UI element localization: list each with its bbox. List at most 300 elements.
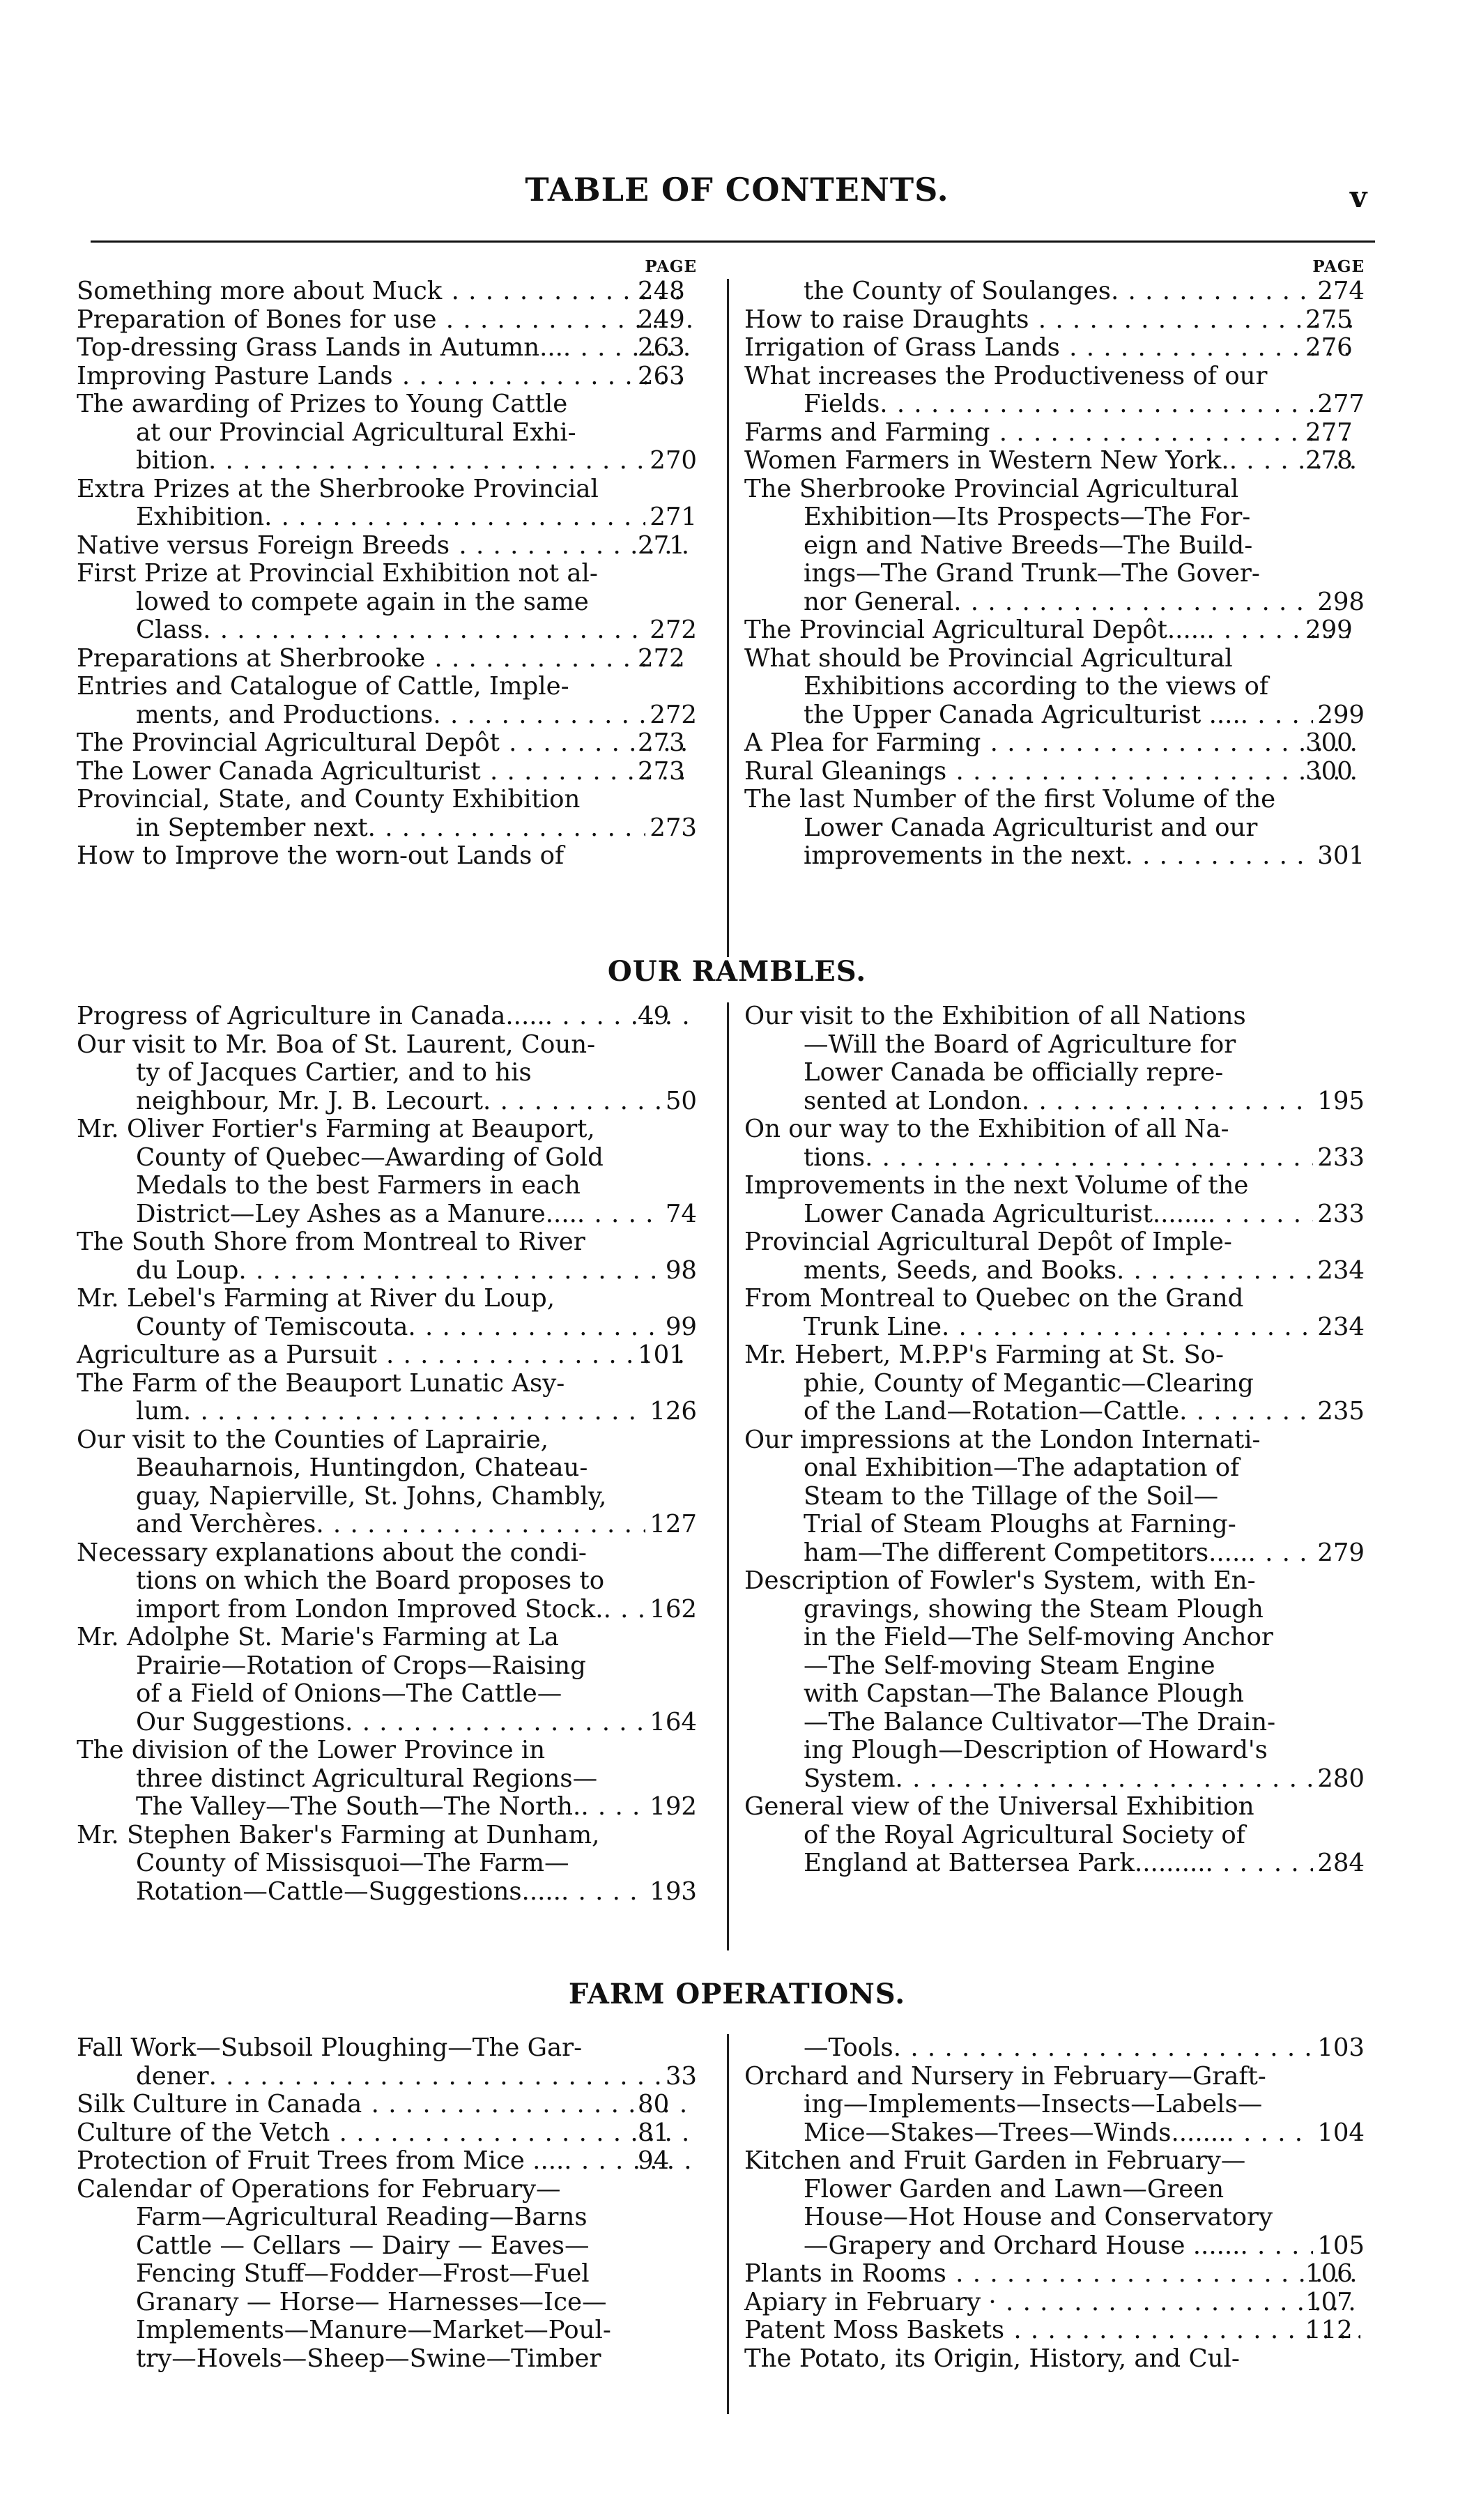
toc-page-number: 275 bbox=[1305, 305, 1353, 334]
toc-entry-text: phie, County of Megantic—Clearing bbox=[804, 1368, 1254, 1398]
toc-entry-text: tions bbox=[804, 1143, 866, 1172]
toc-entry-line bbox=[744, 277, 1365, 306]
leader-dots bbox=[1241, 701, 1314, 730]
toc-entry-text: System bbox=[804, 1764, 896, 1793]
toc-entry-line bbox=[77, 729, 697, 758]
toc-page-number: 284 bbox=[1317, 1849, 1365, 1877]
toc-entry-line bbox=[77, 1793, 697, 1822]
toc-entry bbox=[77, 758, 697, 786]
toc-page-number: 235 bbox=[1317, 1397, 1365, 1426]
leader-dots bbox=[433, 701, 645, 730]
toc-page-number: 50 bbox=[665, 1086, 697, 1115]
toc-page-number: 105 bbox=[1317, 2231, 1365, 2260]
toc-entry-text: Provincial, State, and County Exhibition bbox=[77, 785, 581, 814]
toc-entry-text: Orchard and Nursery in February—Graft- bbox=[744, 2061, 1266, 2091]
toc-entry bbox=[77, 1341, 697, 1370]
toc-entry bbox=[744, 306, 1365, 335]
column-divider bbox=[727, 1002, 729, 1950]
toc-entry-line bbox=[744, 2119, 1365, 2148]
toc-entry-text: Our visit to the Counties of Laprairie, bbox=[77, 1425, 548, 1454]
toc-list bbox=[744, 1002, 1365, 1878]
toc-entry-text: The awarding of Prizes to Young Cattle bbox=[77, 390, 568, 418]
toc-entry-line bbox=[744, 588, 1365, 617]
toc-entry-line bbox=[744, 1454, 1365, 1483]
leader-dots bbox=[1226, 2119, 1313, 2148]
leader-dots bbox=[203, 616, 645, 645]
toc-entry-text: Improving Pasture Lands bbox=[77, 361, 393, 390]
toc-entry bbox=[744, 2034, 1365, 2063]
toc-entry-line bbox=[77, 842, 697, 871]
toc-entry-line bbox=[744, 1539, 1365, 1568]
toc-entry-line bbox=[77, 2176, 697, 2204]
toc-entry-text: ing Plough—Description of Howard's bbox=[804, 1736, 1268, 1764]
leader-dots bbox=[1179, 1398, 1313, 1426]
toc-entry bbox=[77, 1285, 697, 1341]
toc-entry-line bbox=[77, 673, 697, 701]
toc-entry-text: Preparations at Sherbrooke bbox=[77, 643, 426, 673]
leader-dots bbox=[577, 1200, 661, 1229]
farm-section bbox=[77, 2034, 1380, 2424]
toc-entry bbox=[77, 532, 697, 560]
leader-dots bbox=[1116, 1257, 1313, 1285]
toc-entry bbox=[744, 729, 1365, 758]
header-rule bbox=[91, 240, 1375, 243]
toc-page-number: 271 bbox=[638, 530, 685, 560]
toc-entry bbox=[744, 2147, 1365, 2260]
toc-entry-line bbox=[77, 560, 697, 588]
toc-entry-text: Cattle — Cellars — Dairy — Eaves— bbox=[136, 2231, 590, 2260]
toc-page-number: 101 bbox=[638, 1341, 685, 1369]
toc-entry-line bbox=[77, 1483, 697, 1511]
toc-entry-text: Rotation—Cattle—Suggestions..... bbox=[136, 1877, 561, 1906]
toc-entry-line bbox=[744, 1313, 1365, 1342]
toc-entry-text: Our visit to Mr. Boa of St. Laurent, Coun- bbox=[77, 1030, 596, 1059]
toc-entry-line bbox=[77, 1426, 697, 1455]
toc-entry-line bbox=[77, 1709, 697, 1737]
toc-entry-line bbox=[77, 1765, 697, 1794]
toc-entry-text: sented at London bbox=[804, 1086, 1022, 1115]
section-heading-rambles: OUR RAMBLES. bbox=[607, 955, 867, 988]
toc-page-number: 301 bbox=[1317, 841, 1365, 870]
toc-entry-line bbox=[77, 1087, 697, 1116]
toc-entry bbox=[77, 645, 697, 673]
toc-entry-line bbox=[77, 758, 697, 786]
toc-entry-line bbox=[77, 2034, 697, 2063]
toc-entry bbox=[77, 1228, 697, 1285]
toc-entry-text: the Upper Canada Agriculturist .... bbox=[804, 700, 1241, 729]
toc-entry-line bbox=[744, 2345, 1365, 2374]
toc-list bbox=[744, 277, 1365, 871]
toc-entry-line bbox=[744, 2260, 1365, 2289]
leader-dots bbox=[183, 1398, 645, 1426]
toc-entry-text: bition bbox=[136, 446, 208, 475]
toc-entry-text: Prairie—Rotation of Crops—Raising bbox=[136, 1651, 586, 1680]
toc-page-number: 33 bbox=[665, 2061, 697, 2091]
toc-entry bbox=[744, 1793, 1365, 1878]
toc-entry bbox=[77, 560, 697, 645]
leader-dots bbox=[316, 1511, 645, 1539]
toc-entry-text: Native versus Foreign Breeds bbox=[77, 530, 450, 560]
toc-page-number: 233 bbox=[1317, 1143, 1365, 1172]
toc-entry bbox=[744, 616, 1365, 645]
toc-entry-line bbox=[744, 1822, 1365, 1850]
toc-entry-line bbox=[744, 2232, 1365, 2261]
leader-dots bbox=[368, 814, 646, 843]
toc-entry bbox=[744, 645, 1365, 730]
toc-entry-text: Apiary in February · bbox=[744, 2287, 997, 2316]
toc-entry-text: neighbour, Mr. J. B. Lecourt bbox=[136, 1086, 484, 1115]
toc-entry-line bbox=[744, 334, 1365, 362]
leader-dots bbox=[946, 2260, 1360, 2289]
toc-entry-line bbox=[77, 334, 697, 362]
leader-dots bbox=[880, 390, 1313, 419]
toc-entry-text: of the Land—Rotation—Cattle bbox=[804, 1397, 1180, 1426]
toc-entry-line bbox=[744, 1144, 1365, 1173]
leader-dots bbox=[953, 588, 1313, 617]
toc-page-number: 164 bbox=[650, 1707, 697, 1736]
toc-entry bbox=[744, 786, 1365, 871]
rambles-left-column bbox=[77, 1002, 697, 1906]
toc-entry-text: Something more about Muck bbox=[77, 277, 443, 305]
toc-entry-text: Necessary explanations about the condi- bbox=[77, 1538, 587, 1567]
toc-entry bbox=[77, 2176, 697, 2374]
toc-entry-line bbox=[77, 1567, 697, 1596]
toc-entry bbox=[77, 2034, 697, 2091]
toc-entry-text: lum bbox=[136, 1397, 183, 1426]
toc-entry-text: ing—Implements—Insects—Labels— bbox=[804, 2090, 1263, 2118]
toc-entry-text: Culture of the Vetch bbox=[77, 2118, 330, 2147]
rambles-right-column bbox=[744, 1002, 1365, 1878]
toc-entry bbox=[744, 1228, 1365, 1285]
toc-entry bbox=[77, 390, 697, 475]
toc-entry-line bbox=[744, 2289, 1365, 2317]
toc-entry-text: Entries and Catalogue of Cattle, Imple- bbox=[77, 672, 569, 701]
toc-entry-line bbox=[744, 1257, 1365, 1285]
toc-entry-text: —Tools bbox=[804, 2033, 893, 2062]
toc-entry-line bbox=[77, 277, 697, 306]
toc-entry-line bbox=[744, 1285, 1365, 1313]
toc-entry-text: Rural Gleanings bbox=[744, 756, 947, 786]
toc-page-number: 192 bbox=[650, 1792, 697, 1821]
toc-entry-text: Flower Garden and Lawn—Green bbox=[804, 2174, 1225, 2204]
toc-entry-line bbox=[744, 1793, 1365, 1822]
toc-entry bbox=[744, 1426, 1365, 1568]
toc-page-number: 271 bbox=[650, 503, 697, 531]
leader-dots bbox=[561, 1878, 645, 1907]
toc-entry bbox=[77, 673, 697, 729]
toc-entry bbox=[77, 334, 697, 362]
toc-entry-line bbox=[744, 560, 1365, 588]
toc-entry bbox=[744, 2345, 1365, 2374]
toc-entry-line bbox=[744, 1059, 1365, 1087]
toc-entry-line bbox=[77, 503, 697, 532]
toc-entry-line bbox=[77, 2204, 697, 2232]
toc-entry-text: Plants in Rooms bbox=[744, 2259, 946, 2288]
farm-right-column bbox=[744, 2034, 1365, 2373]
toc-entry-line bbox=[744, 1172, 1365, 1200]
toc-entry-text: Our visit to the Exhibition of all Nations bbox=[744, 1002, 1246, 1030]
toc-entry-line bbox=[77, 1370, 697, 1398]
toc-entry-text: What increases the Productiveness of our bbox=[744, 361, 1268, 390]
toc-entry bbox=[744, 277, 1365, 306]
toc-entry bbox=[77, 842, 697, 871]
toc-entry-line bbox=[744, 1511, 1365, 1539]
toc-entry-line bbox=[744, 645, 1365, 673]
toc-entry-line bbox=[744, 673, 1365, 701]
toc-page-number: 126 bbox=[650, 1397, 697, 1426]
toc-entry-text: Trunk Line bbox=[804, 1312, 942, 1341]
toc-entry-text: How to raise Draughts bbox=[744, 305, 1029, 334]
toc-entry bbox=[77, 1624, 697, 1736]
toc-entry-text: The Lower Canada Agriculturist bbox=[77, 756, 481, 786]
toc-entry bbox=[744, 475, 1365, 617]
toc-entry-text: England at Battersea Park......... bbox=[804, 1849, 1206, 1877]
toc-entry-line bbox=[77, 645, 697, 673]
toc-entry bbox=[77, 475, 697, 532]
toc-entry-line bbox=[744, 1228, 1365, 1257]
toc-entry-line bbox=[77, 1313, 697, 1342]
toc-entry-line bbox=[744, 1680, 1365, 1709]
toc-entry-line bbox=[744, 1849, 1365, 1878]
toc-entry bbox=[77, 1370, 697, 1426]
toc-entry-line bbox=[744, 447, 1365, 475]
toc-entry-text: Our impressions at the London Internati- bbox=[744, 1425, 1261, 1454]
toc-entry-text: District—Ley Ashes as a Manure.... bbox=[136, 1199, 577, 1228]
toc-entry-text: Top-dressing Grass Lands in Autumn.... bbox=[77, 333, 571, 362]
toc-page-number: 112 bbox=[1305, 2316, 1353, 2344]
leader-dots bbox=[896, 1765, 1314, 1794]
leader-dots bbox=[209, 2063, 661, 2091]
toc-entry-line bbox=[744, 616, 1365, 645]
toc-entry-line bbox=[77, 701, 697, 730]
leader-dots bbox=[264, 503, 645, 532]
toc-entry bbox=[77, 2119, 697, 2148]
toc-page-number: 263 bbox=[638, 361, 685, 390]
toc-entry-text: —The Self-moving Steam Engine bbox=[804, 1651, 1215, 1680]
toc-page-number: 272 bbox=[650, 700, 697, 729]
toc-entry-line bbox=[744, 729, 1365, 758]
toc-entry-text: Class bbox=[136, 616, 204, 644]
toc-entry-line bbox=[77, 532, 697, 560]
toc-entry-line bbox=[744, 1002, 1365, 1031]
toc-page-number: 299 bbox=[1305, 616, 1353, 644]
toc-entry-text: Medals to the best Farmers in each bbox=[136, 1171, 581, 1200]
toc-entry-line bbox=[744, 1624, 1365, 1652]
toc-entry-line bbox=[77, 1257, 697, 1285]
toc-entry-text: Beauharnois, Huntingdon, Chateau- bbox=[136, 1453, 588, 1482]
leader-dots bbox=[581, 1793, 645, 1822]
toc-entry-line bbox=[744, 2204, 1365, 2232]
toc-entry bbox=[77, 1031, 697, 1116]
toc-entry bbox=[744, 362, 1365, 419]
toc-entry bbox=[744, 2316, 1365, 2345]
toc-entry bbox=[744, 2289, 1365, 2317]
toc-page-number: 299 bbox=[1317, 700, 1365, 729]
toc-list bbox=[77, 277, 697, 871]
toc-entry bbox=[77, 1736, 697, 1822]
toc-page-number: 277 bbox=[1305, 418, 1353, 447]
toc-page-number: 234 bbox=[1317, 1255, 1365, 1285]
toc-entry-text: try—Hovels—Sheep—Swine—Timber bbox=[136, 2344, 601, 2373]
toc-entry-text: General view of the Universal Exhibition bbox=[744, 1792, 1254, 1821]
toc-entry bbox=[77, 277, 697, 306]
toc-entry-text: Implements—Manure—Market—Poul- bbox=[136, 2316, 611, 2344]
toc-entry bbox=[744, 1002, 1365, 1115]
toc-entry-line bbox=[744, 532, 1365, 560]
toc-page-number: 249 bbox=[638, 305, 685, 334]
leader-dots bbox=[946, 758, 1360, 786]
section-heading-farm-operations: FARM OPERATIONS. bbox=[568, 1978, 906, 2010]
toc-entry-text: Mr. Adolphe St. Marie's Farming at La bbox=[77, 1623, 559, 1651]
toc-entry bbox=[77, 2091, 697, 2119]
page-column-label: PAGE bbox=[645, 257, 697, 276]
toc-page-number: 279 bbox=[1317, 1538, 1365, 1567]
toc-entry bbox=[744, 2260, 1365, 2289]
toc-entry-line bbox=[77, 588, 697, 617]
toc-entry bbox=[744, 334, 1365, 362]
toc-page-number: 276 bbox=[1305, 333, 1353, 362]
toc-entry bbox=[77, 729, 697, 758]
toc-entry-line bbox=[77, 2316, 697, 2345]
toc-entry-text: Mr. Stephen Baker's Farming at Dunham, bbox=[77, 1820, 600, 1849]
toc-entry-text: the County of Soulanges bbox=[804, 277, 1111, 305]
leader-dots bbox=[572, 2147, 693, 2176]
toc-entry bbox=[744, 1567, 1365, 1793]
toc-entry-text: Women Farmers in Western New York.. bbox=[744, 446, 1238, 475]
leader-dots bbox=[604, 1596, 646, 1624]
toc-entry-line bbox=[77, 2091, 697, 2119]
toc-entry-line bbox=[77, 2063, 697, 2091]
toc-entry-text: Lower Canada Agriculturist and our bbox=[804, 813, 1258, 842]
toc-entry-text: ham—The different Competitors..... bbox=[804, 1538, 1248, 1567]
toc-entry-text: Farm—Agricultural Reading—Barns bbox=[136, 2203, 588, 2231]
top-right-column bbox=[744, 257, 1365, 871]
toc-page-number: 195 bbox=[1317, 1086, 1365, 1115]
toc-entry-text: gravings, showing the Steam Plough bbox=[804, 1594, 1264, 1624]
toc-entry-text: Provincial Agricultural Depôt of Imple- bbox=[744, 1228, 1232, 1256]
toc-entry-text: Protection of Fruit Trees from Mice ..... bbox=[77, 2146, 572, 2175]
toc-entry-text: in September next bbox=[136, 813, 368, 842]
toc-entry-line bbox=[744, 842, 1365, 871]
toc-entry-text: Exhibition bbox=[136, 503, 265, 531]
toc-entry-line bbox=[77, 1736, 697, 1765]
toc-entry-line bbox=[77, 1031, 697, 1060]
toc-entry-line bbox=[77, 1624, 697, 1652]
toc-entry-text: of a Field of Onions—The Cattle— bbox=[136, 1679, 562, 1708]
toc-entry-line bbox=[77, 447, 697, 475]
toc-entry-line bbox=[77, 390, 697, 419]
toc-page-number: 272 bbox=[638, 643, 685, 673]
toc-entry-text: The South Shore from Montreal to River bbox=[77, 1228, 585, 1256]
toc-entry-text: Steam to the Tillage of the Soil— bbox=[804, 1481, 1219, 1511]
toc-page-number: 193 bbox=[650, 1877, 697, 1906]
toc-entry-text: ments, and Productions bbox=[136, 700, 433, 729]
toc-entry-line bbox=[77, 2232, 697, 2261]
toc-entry-line bbox=[77, 1144, 697, 1173]
toc-entry-line bbox=[77, 1849, 697, 1878]
running-title: TABLE OF CONTENTS. bbox=[525, 171, 949, 208]
toc-entry bbox=[77, 1426, 697, 1539]
toc-entry-text: Irrigation of Grass Lands bbox=[744, 333, 1060, 362]
toc-entry-text: Agriculture as a Pursuit bbox=[77, 1341, 377, 1369]
leader-dots bbox=[238, 1257, 661, 1285]
toc-entry-line bbox=[744, 1200, 1365, 1229]
toc-entry-text: From Montreal to Quebec on the Grand bbox=[744, 1284, 1244, 1313]
farm-left-column bbox=[77, 2034, 697, 2373]
toc-entry-line bbox=[744, 475, 1365, 504]
leader-dots bbox=[1022, 1087, 1313, 1116]
toc-entry-line bbox=[744, 1426, 1365, 1455]
toc-entry-text: Preparation of Bones for use bbox=[77, 305, 437, 334]
toc-entry bbox=[77, 786, 697, 842]
toc-entry-text: Mr. Hebert, M.P.P's Farming at St. So- bbox=[744, 1341, 1225, 1369]
toc-entry-text: and Verchères bbox=[136, 1510, 316, 1538]
toc-entry bbox=[77, 1539, 697, 1624]
toc-page-number: 234 bbox=[1317, 1312, 1365, 1341]
toc-entry-line bbox=[77, 1878, 697, 1907]
toc-entry-text: at our Provincial Agricultural Exhi- bbox=[136, 418, 576, 447]
toc-page-number: 104 bbox=[1317, 2118, 1365, 2147]
toc-entry-text: onal Exhibition—The adaptation of bbox=[804, 1453, 1240, 1482]
toc-entry-text: improvements in the next bbox=[804, 841, 1126, 870]
toc-entry-line bbox=[77, 1228, 697, 1257]
toc-entry-text: County of Missisquoi—The Farm— bbox=[136, 1849, 569, 1877]
toc-entry-text: —Will the Board of Agriculture for bbox=[804, 1030, 1236, 1059]
toc-entry-line bbox=[77, 1285, 697, 1313]
toc-entry bbox=[744, 1341, 1365, 1426]
top-left-column bbox=[77, 257, 697, 871]
toc-entry-line bbox=[77, 1596, 697, 1624]
toc-entry-line bbox=[77, 2289, 697, 2317]
toc-page-number: 263 bbox=[638, 333, 685, 362]
toc-page-number: 273 bbox=[638, 756, 685, 786]
toc-entry-text: dener bbox=[136, 2061, 209, 2091]
toc-entry-line bbox=[77, 2345, 697, 2374]
toc-entry-line bbox=[744, 1031, 1365, 1060]
toc-page-number: 300 bbox=[1305, 728, 1353, 757]
toc-entry-text: House—Hot House and Conservatory bbox=[804, 2203, 1273, 2231]
toc-entry-line bbox=[77, 2147, 697, 2176]
toc-entry-text: —Grapery and Orchard House ...... bbox=[804, 2231, 1241, 2260]
toc-entry-line bbox=[77, 1059, 697, 1087]
leader-dots bbox=[1248, 1539, 1314, 1568]
toc-entry-line bbox=[744, 2147, 1365, 2176]
toc-entry-text: guay, Napierville, St. Johns, Chambly, bbox=[136, 1481, 607, 1511]
toc-entry-line bbox=[77, 1511, 697, 1539]
toc-entry-text: Fall Work—Subsoil Ploughing—The Gar- bbox=[77, 2033, 583, 2062]
toc-entry-text: The Sherbrooke Provincial Agricultural bbox=[744, 474, 1239, 503]
toc-entry-line bbox=[744, 701, 1365, 730]
toc-entry-text: County of Temiscouta bbox=[136, 1312, 408, 1341]
toc-entry-text: The Provincial Agricultural Depôt...... bbox=[744, 616, 1215, 644]
leader-dots bbox=[483, 1087, 661, 1116]
toc-entry-line bbox=[744, 362, 1365, 391]
toc-entry-line bbox=[77, 1200, 697, 1229]
toc-entry-text: County of Quebec—Awarding of Gold bbox=[136, 1143, 604, 1172]
page-column-label: PAGE bbox=[1312, 257, 1365, 276]
column-divider bbox=[727, 2034, 729, 2414]
toc-page-number: 49 bbox=[638, 1002, 670, 1030]
toc-entry-text: What should be Provincial Agricultural bbox=[744, 643, 1233, 673]
toc-entry-line bbox=[77, 419, 697, 448]
toc-entry-text: First Prize at Provincial Exhibition not al- bbox=[77, 559, 598, 588]
toc-page-number: 273 bbox=[638, 728, 685, 757]
toc-entry-text: ments, Seeds, and Books bbox=[804, 1255, 1117, 1285]
toc-entry-text: The Provincial Agricultural Depôt bbox=[77, 728, 500, 757]
toc-entry-line bbox=[77, 475, 697, 504]
toc-entry-text: Fields bbox=[804, 390, 880, 418]
toc-entry-text: A Plea for Farming bbox=[744, 728, 981, 757]
